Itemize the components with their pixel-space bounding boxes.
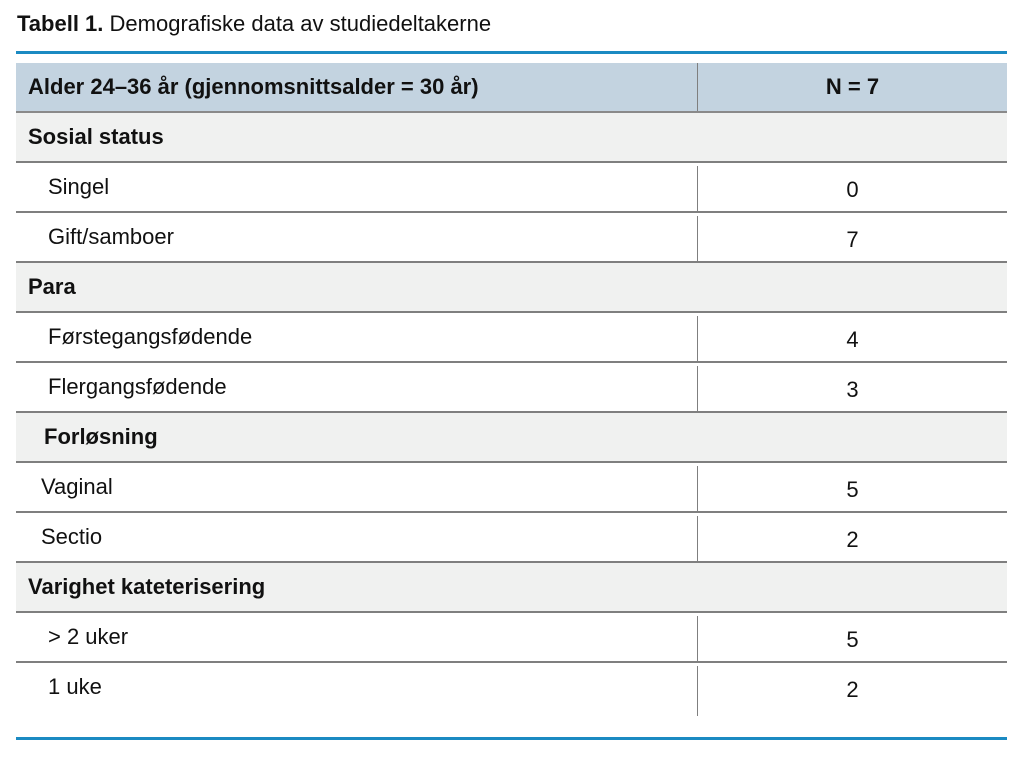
section-row-varighet-kateterisering (16, 563, 1007, 613)
row-value: 7 (697, 216, 1007, 264)
row-label: 1 uke (48, 674, 102, 699)
caption-text: Demografiske data av studiedeltakerne (103, 11, 492, 36)
section-row-sosial-status (16, 113, 1007, 163)
table-row (16, 313, 1007, 363)
table-header-row (16, 63, 1007, 113)
row-label: Sectio (41, 524, 103, 549)
row-value: 2 (697, 666, 1007, 716)
row-value: 4 (697, 316, 1007, 364)
section-title: Sosial status (28, 124, 164, 149)
table-row (16, 163, 1007, 213)
table-row (16, 513, 1007, 563)
row-label: Førstegangsfødende (48, 324, 253, 349)
row-label: > 2 uker (48, 624, 129, 649)
row-label: Singel (48, 174, 110, 199)
table-row (16, 363, 1007, 413)
table-row (16, 613, 1007, 663)
table-row (16, 463, 1007, 513)
section-title: Varighet kateterisering (28, 574, 266, 599)
row-label: Gift/samboer (48, 224, 174, 249)
bottom-rule (16, 737, 1007, 740)
section-row-forlosning (16, 413, 1007, 463)
section-row-para (16, 263, 1007, 313)
demographics-table (16, 63, 1007, 713)
top-rule (16, 51, 1007, 54)
header-label: Alder 24–36 år (gjennomsnittsalder = 30 år) (28, 74, 479, 99)
header-value: N = 7 (697, 63, 1007, 111)
row-value: 5 (697, 466, 1007, 514)
table-caption (17, 10, 491, 38)
row-value: 0 (697, 166, 1007, 214)
caption-label: Tabell 1. (17, 11, 104, 36)
row-label: Vaginal (41, 474, 113, 499)
section-title: Para (28, 274, 76, 299)
row-value: 3 (697, 366, 1007, 414)
row-value: 2 (697, 516, 1007, 564)
row-label: Flergangsfødende (48, 374, 227, 399)
row-value: 5 (697, 616, 1007, 664)
table-row (16, 213, 1007, 263)
section-title: Forløsning (44, 424, 158, 449)
table-row (16, 663, 1007, 713)
